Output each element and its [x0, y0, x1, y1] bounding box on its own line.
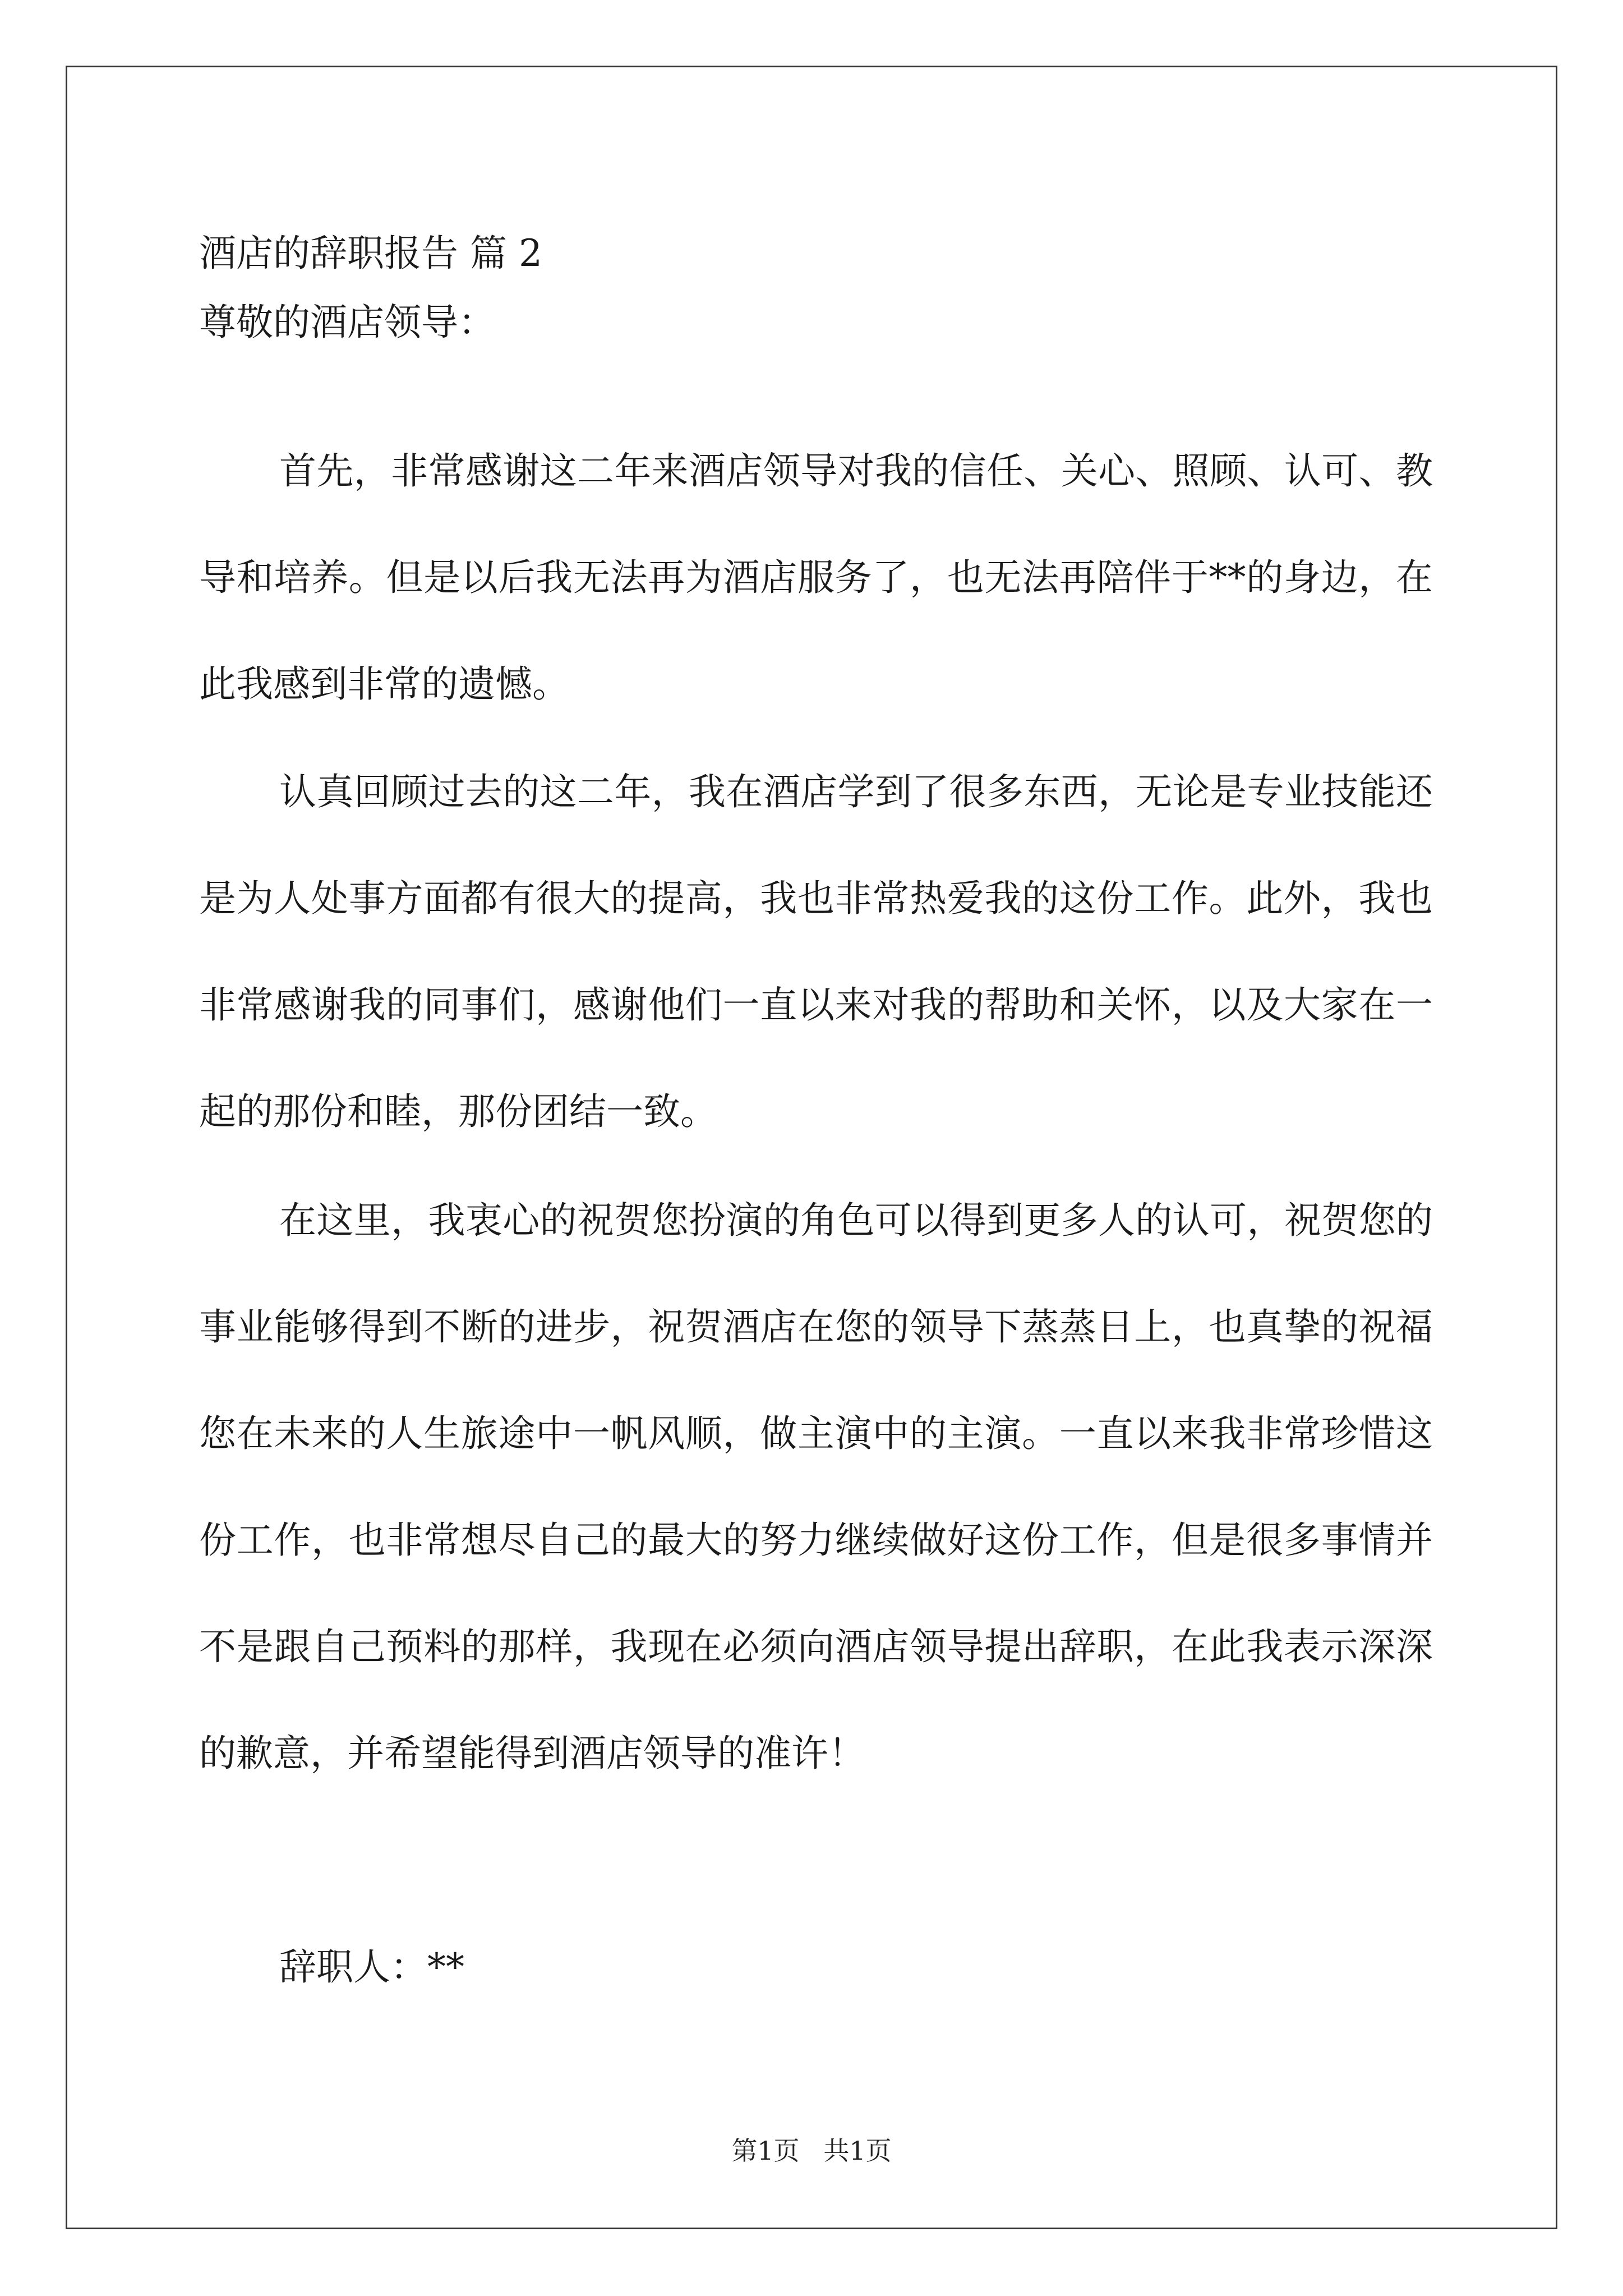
- page-total: 共1页: [823, 2136, 892, 2166]
- paragraph-2: 认真回顾过去的这二年，我在酒店学到了很多东西，无论是专业技能还是为人处事方面都有很大的提高，我也非常热爱我的这份工作。此外，我也非常感谢我的同事们，感谢他们一直以来对我的帮助和关怀，以及大家在一起的那份和睦，那份团结一致。: [199, 770, 1433, 1133]
- paragraph-3: 在这里，我衷心的祝贺您扮演的角色可以得到更多人的认可，祝贺您的事业能够得到不断的进步，祝贺酒店在您的领导下蒸蒸日上，也真挚的祝福您在未来的人生旅途中一帆风顺，做主演中的主演。一直以来我非常珍惜这份工作，也非常想尽自己的最大的努力继续做好这份工作，但是很多事情并不是跟自己预料的那样，我现在必须向酒店领导提出辞职，在此我表示深深的歉意，并希望能得到酒店领导的准许！: [199, 1199, 1433, 1775]
- page-footer: [0, 2131, 1623, 2168]
- signature: 辞职人：**: [279, 1945, 464, 1989]
- salutation: 尊敬的酒店领导：: [199, 301, 495, 344]
- paragraph-1: 首先，非常感谢这二年来酒店领导对我的信任、关心、照顾、认可、教导和培养。但是以后我无法再为酒店服务了，也无法再陪伴于**的身边，在此我感到非常的遗憾。: [199, 449, 1433, 706]
- page-number: 第1页: [731, 2136, 800, 2166]
- document-title: 酒店的辞职报告 篇 2: [199, 232, 542, 275]
